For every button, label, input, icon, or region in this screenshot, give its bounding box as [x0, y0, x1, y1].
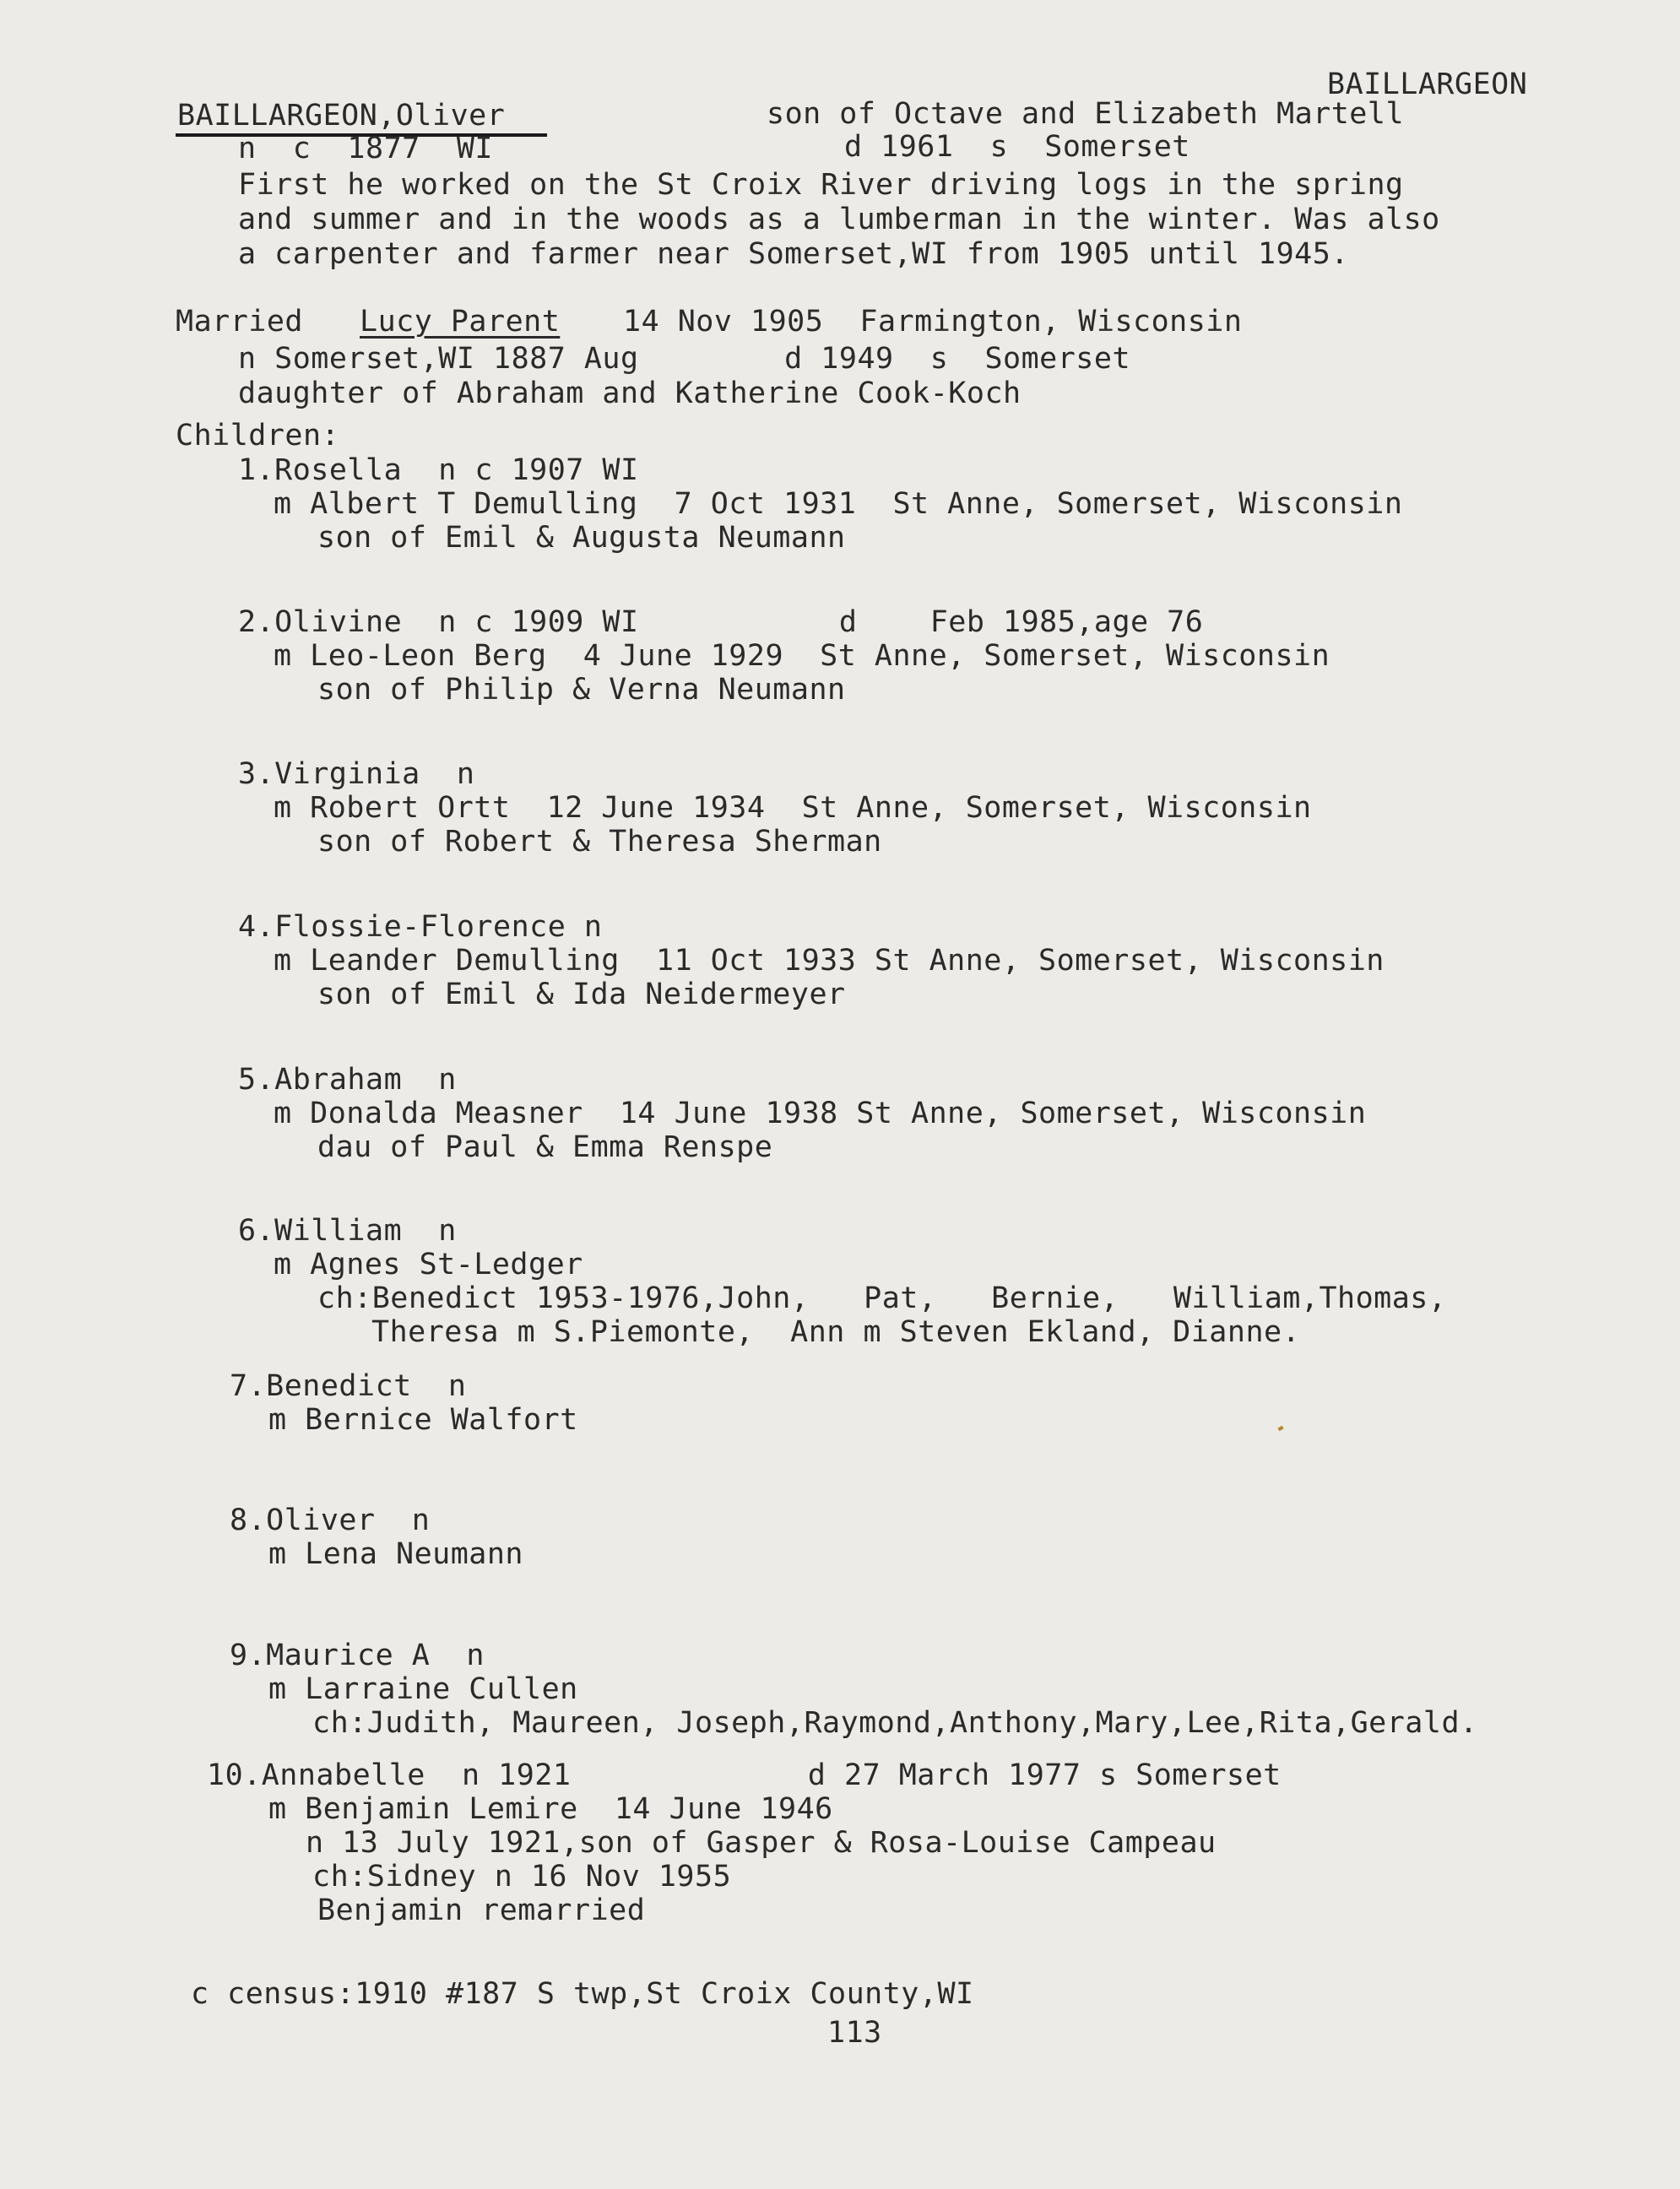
- child-marriage: m Leander Demulling 11 Oct 1933 St Anne, Somerset, Wisconsin: [274, 944, 1385, 978]
- child-heading: 2.Olivine n c 1909 WI d Feb 1985,age 76: [238, 605, 1204, 639]
- child-marriage: m Bernice Walfort: [268, 1403, 578, 1437]
- child-heading: 4.Flossie-Florence n: [238, 910, 603, 944]
- child-heading: 3.Virginia n: [238, 757, 475, 791]
- child-marriage: m Leo-Leon Berg 4 June 1929 St Anne, Somerset, Wisconsin: [274, 639, 1330, 673]
- child-spouse-parents: dau of Paul & Emma Renspe: [317, 1130, 773, 1164]
- footnote: c census:1910 #187 S twp,St Croix County,WI: [191, 1977, 974, 2011]
- bio-line: First he worked on the St Croix River driving logs in the spring: [238, 168, 1404, 202]
- child-spouse-parents: son of Emil & Augusta Neumann: [317, 521, 846, 555]
- child-heading: 8.Oliver n: [230, 1504, 431, 1537]
- spouse-parents: daughter of Abraham and Katherine Cook-Koch: [238, 377, 1022, 410]
- marriage-details: 14 Nov 1905 Farmington, Wisconsin: [623, 305, 1243, 339]
- subject-birth: n c 1877 WI: [238, 132, 494, 165]
- child-children: ch:Benedict 1953-1976,John, Pat, Bernie, William,Thomas,: [317, 1281, 1447, 1315]
- bio-line: and summer and in the woods as a lumberman in the winter. Was also: [238, 203, 1440, 236]
- child-heading: 9.Maurice A n: [230, 1639, 485, 1672]
- child-heading: 6.William n: [238, 1214, 457, 1248]
- child-spouse-parents: son of Emil & Ida Neidermeyer: [317, 978, 846, 1011]
- child-marriage: m Albert T Demulling 7 Oct 1931 St Anne, Somerset, Wisconsin: [274, 487, 1403, 521]
- child-children: Theresa m S.Piemonte, Ann m Steven Ekland, Dianne.: [371, 1315, 1301, 1349]
- subject-name: BAILLARGEON,Oliver: [177, 99, 506, 133]
- child-marriage: m Benjamin Lemire 14 June 1946: [268, 1792, 833, 1826]
- child-marriage: m Larraine Cullen: [268, 1672, 578, 1706]
- child-marriage: m Robert Ortt 12 June 1934 St Anne, Somerset, Wisconsin: [274, 791, 1312, 825]
- children-label: Children:: [176, 419, 340, 452]
- child-spouse-parents: son of Philip & Verna Neumann: [317, 673, 846, 707]
- spouse-birth-death: n Somerset,WI 1887 Aug d 1949 s Somerset: [238, 342, 1131, 376]
- child-spouse-parents: son of Robert & Theresa Sherman: [317, 825, 882, 859]
- bio-line: a carpenter and farmer near Somerset,WI from 1905 until 1945.: [238, 237, 1349, 271]
- child-spouse-detail: n 13 July 1921,son of Gasper & Rosa-Louise Campeau: [306, 1826, 1217, 1860]
- child-children: ch:Sidney n 16 Nov 1955: [312, 1860, 732, 1894]
- child-children: ch:Judith, Maureen, Joseph,Raymond,Anthony,Mary,Lee,Rita,Gerald.: [312, 1706, 1478, 1740]
- child-heading: 5.Abraham n: [238, 1063, 457, 1097]
- child-heading: 10.Annabelle n 1921 d 27 March 1977 s Somerset: [207, 1758, 1282, 1792]
- subject-parents: son of Octave and Elizabeth Martell: [767, 97, 1405, 131]
- child-note: Benjamin remarried: [317, 1894, 646, 1927]
- spouse-name: Lucy Parent: [360, 305, 561, 339]
- child-marriage: m Lena Neumann: [268, 1537, 524, 1571]
- page-number: 113: [827, 2016, 882, 2050]
- child-marriage: m Agnes St-Ledger: [274, 1248, 583, 1281]
- subject-death: d 1961 s Somerset: [844, 130, 1190, 164]
- child-marriage: m Donalda Measner 14 June 1938 St Anne, Somerset, Wisconsin: [274, 1097, 1367, 1130]
- child-heading: 7.Benedict n: [230, 1369, 467, 1403]
- marriage-prefix: Married: [176, 305, 304, 339]
- header-surname: BAILLARGEON: [1327, 68, 1528, 101]
- ink-mark: [1277, 1426, 1283, 1431]
- child-heading: 1.Rosella n c 1907 WI: [238, 453, 639, 487]
